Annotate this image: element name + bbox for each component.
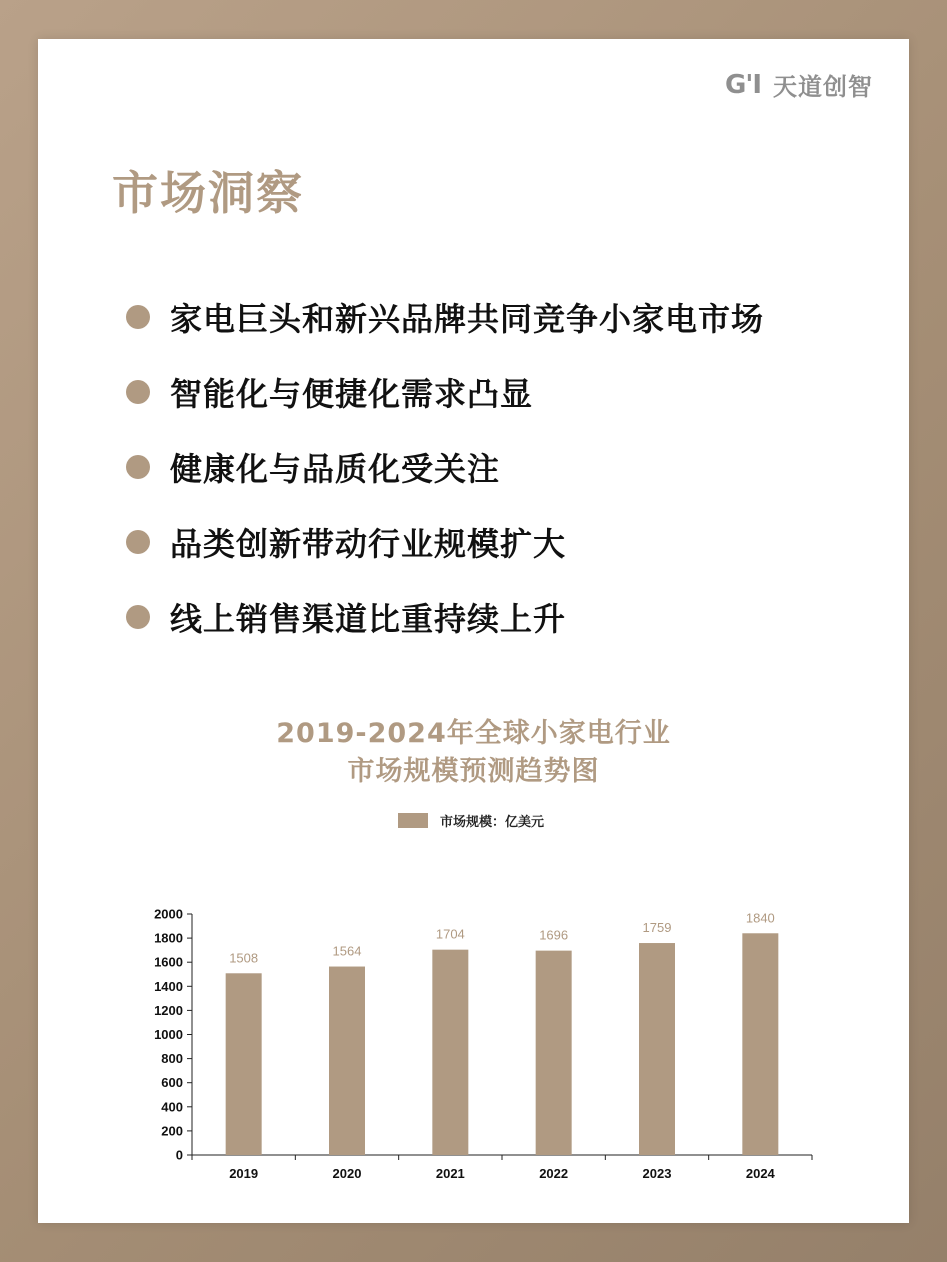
insight-item (126, 354, 764, 429)
insight-item (126, 579, 764, 654)
data-label: 1759 (642, 920, 672, 936)
bar-2021 (432, 950, 468, 1155)
bar-2019 (226, 973, 262, 1155)
chart-legend (398, 811, 544, 830)
insight-list (126, 279, 764, 654)
data-label: 1564 (332, 943, 362, 959)
insight-text: 家电巨头和新兴品牌共同竞争小家电市场 (170, 299, 765, 338)
bar-chart (38, 859, 909, 1179)
brand-name: 天道创智 (773, 73, 873, 101)
y-tick-label: 800 (161, 1051, 183, 1067)
y-tick-label: 0 (175, 1147, 183, 1163)
bar-2022 (536, 951, 572, 1155)
insight-item (126, 279, 764, 354)
y-tick-label: 600 (161, 1075, 183, 1091)
y-tick-label: 1000 (154, 1027, 183, 1042)
bar-2024 (742, 933, 778, 1155)
chart-title-line: 市场规模预测趋势图 (347, 756, 600, 787)
insight-text: 健康化与品质化受关注 (170, 449, 501, 488)
bullet-dot-icon (126, 380, 150, 404)
insight-item (126, 429, 764, 504)
x-tick-label: 2019 (229, 1166, 259, 1179)
y-tick-label: 1200 (154, 1002, 183, 1018)
chart-title-line: 2019-2024年全球小家电行业 (276, 718, 671, 749)
x-tick-label: 2023 (642, 1166, 672, 1179)
y-tick-label: 1400 (154, 978, 183, 994)
bullet-dot-icon (126, 605, 150, 629)
bullet-dot-icon (126, 305, 150, 329)
brand-mark: G'I (725, 69, 761, 100)
x-tick-label: 2022 (539, 1166, 569, 1179)
content-card (38, 39, 909, 1223)
legend-swatch (398, 813, 428, 828)
data-label: 1508 (229, 950, 259, 966)
bar-2023 (639, 943, 675, 1155)
insight-text: 智能化与便捷化需求凸显 (170, 374, 534, 413)
insight-text: 品类创新带动行业规模扩大 (170, 524, 567, 563)
x-tick-label: 2021 (435, 1166, 465, 1179)
y-tick-label: 400 (161, 1099, 183, 1115)
chart-title (38, 715, 909, 791)
bullet-dot-icon (126, 455, 150, 479)
data-label: 1704 (435, 926, 465, 942)
legend-label: 市场规模：亿美元 (440, 815, 545, 830)
page-title: 市场洞察 (112, 166, 304, 220)
insight-item (126, 504, 764, 579)
data-label: 1840 (745, 910, 775, 926)
x-tick-label: 2024 (745, 1166, 775, 1179)
bar-2020 (329, 967, 365, 1155)
y-tick-label: 1600 (154, 954, 183, 970)
data-label: 1696 (539, 927, 569, 943)
y-tick-label: 1800 (154, 930, 183, 946)
x-tick-label: 2020 (332, 1166, 362, 1179)
insight-text: 线上销售渠道比重持续上升 (170, 599, 567, 638)
bullet-dot-icon (126, 530, 150, 554)
y-tick-label: 2000 (154, 906, 183, 922)
brand-logo (725, 67, 873, 102)
y-tick-label: 200 (161, 1123, 183, 1139)
